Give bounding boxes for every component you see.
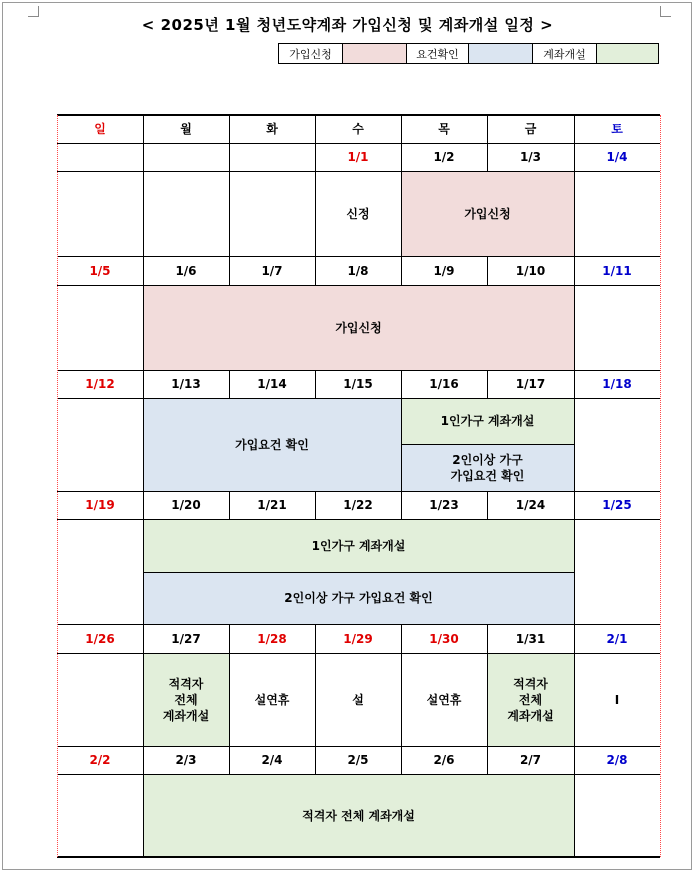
date-cell-w2-5-text: 1/10: [515, 263, 546, 278]
event-eligible-open-week6-text: 적격자 전체 계좌개설: [302, 808, 415, 823]
weekday-header-1: [143, 115, 229, 143]
date-cell-w4-3: [315, 491, 401, 519]
event-lunar-newyear-wed-text: 설: [352, 692, 364, 707]
date-cell-w5-3: [315, 624, 401, 653]
legend-swatch-check: [469, 44, 533, 63]
event-signup-week2-text: 가입신청: [335, 320, 382, 335]
event-eligible-open-week6: [143, 774, 574, 857]
weekday-header-3-text: 수: [352, 122, 364, 136]
event-sat-mark: [574, 653, 660, 746]
grid-line: [229, 624, 230, 653]
event-multi-household-check-week3: [401, 444, 574, 491]
event-signup-week2: [143, 285, 574, 370]
date-cell-w6-3: [315, 746, 401, 774]
date-cell-w5-0: [57, 624, 143, 653]
grid-line: [401, 653, 402, 746]
date-cell-w2-6-text: 1/11: [602, 263, 632, 278]
legend: [278, 43, 659, 64]
grid-line: [401, 256, 402, 285]
date-cell-w1-2: [229, 143, 315, 171]
weekday-header-2-text: 화: [266, 122, 278, 136]
date-cell-w3-2-text: 1/14: [257, 377, 287, 391]
date-cell-w6-6-text: 2/8: [606, 753, 628, 767]
event-lunar-holiday-tue-text: 설연휴: [254, 692, 290, 707]
date-cell-w6-4-text: 2/6: [433, 753, 455, 767]
event-lunar-newyear-wed: [315, 653, 401, 746]
date-cell-w1-3: [315, 143, 401, 171]
date-cell-w2-1-text: 1/6: [175, 263, 197, 278]
date-cell-w6-3-text: 2/5: [347, 753, 369, 767]
date-cell-w3-0-text: 1/12: [85, 377, 115, 391]
date-cell-w6-0-text: 2/2: [89, 753, 111, 767]
grid-line: [401, 746, 402, 774]
date-cell-w3-1: [143, 370, 229, 398]
legend-label-open: 계좌개설: [533, 44, 597, 63]
weekday-header-0-text: 일: [94, 122, 106, 136]
event-new-year-text: 신정: [346, 206, 370, 221]
grid-line: [57, 653, 143, 654]
event-multi-household-check-week4: [143, 572, 574, 624]
date-cell-w1-6: [574, 143, 660, 171]
date-cell-w5-5: [487, 624, 574, 653]
date-cell-w2-2: [229, 256, 315, 285]
grid-line: [143, 285, 574, 286]
legend-swatch-open: [597, 44, 658, 63]
date-cell-w1-4: [401, 143, 487, 171]
date-cell-w5-2: [229, 624, 315, 653]
date-cell-w6-6: [574, 746, 660, 774]
event-single-household-open-week4-text: 1인가구 계좌개설: [311, 538, 406, 553]
grid-line: [487, 143, 488, 171]
date-cell-w1-4-text: 1/2: [433, 150, 455, 164]
event-eligible-open-fri: [487, 653, 574, 746]
grid-line: [487, 653, 488, 746]
grid-line: [229, 653, 230, 746]
grid-line: [574, 398, 660, 399]
date-cell-w3-2: [229, 370, 315, 398]
weekday-header-6-text: 토: [611, 122, 623, 136]
grid-line: [229, 746, 230, 774]
date-cell-w3-0: [57, 370, 143, 398]
grid-line: [315, 256, 316, 285]
date-cell-w4-0-text: 1/19: [85, 498, 115, 512]
grid-line: [315, 143, 316, 171]
date-cell-w2-3: [315, 256, 401, 285]
weekday-header-1-text: 월: [180, 122, 192, 136]
grid-line: [57, 746, 143, 747]
date-cell-w1-5-text: 1/3: [519, 150, 542, 164]
date-cell-w6-4: [401, 746, 487, 774]
grid-line: [574, 171, 575, 857]
date-cell-w1-5: [487, 143, 574, 171]
event-eligible-open-mon: [143, 653, 229, 746]
event-single-household-open-week3: [401, 398, 574, 444]
grid-line: [57, 143, 143, 144]
grid-line: [229, 491, 230, 519]
grid-line: [143, 256, 574, 257]
grid-line: [574, 370, 660, 371]
date-cell-w6-5-text: 2/7: [519, 753, 542, 767]
date-cell-w5-4: [401, 624, 487, 653]
grid-line: [574, 519, 660, 520]
grid-line: [143, 171, 574, 172]
grid-line: [143, 143, 144, 171]
date-cell-w6-2: [229, 746, 315, 774]
event-lunar-holiday-thu: [401, 653, 487, 746]
date-cell-w1-1: [143, 143, 229, 171]
date-cell-w5-4-text: 1/30: [429, 631, 459, 646]
date-cell-w4-1: [143, 491, 229, 519]
event-eligible-open-fri-text: 적격자 전체 계좌개설: [507, 676, 554, 723]
table-top-border: [57, 114, 660, 116]
legend-swatch-signup: [343, 44, 407, 63]
grid-line: [57, 370, 143, 371]
grid-line: [315, 491, 316, 519]
event-signup-week1-text: 가입신청: [464, 206, 511, 221]
date-cell-w2-2-text: 1/7: [261, 263, 283, 278]
page-title: < 2025년 1월 청년도약계좌 가입신청 및 계좌개설 일정 >: [141, 16, 554, 34]
grid-line: [143, 774, 574, 775]
date-cell-w3-3-text: 1/15: [343, 377, 373, 391]
event-divider: [143, 572, 574, 573]
date-cell-w3-1-text: 1/13: [171, 377, 201, 391]
grid-line: [143, 370, 574, 371]
grid-line: [57, 519, 143, 520]
grid-line: [57, 491, 143, 492]
grid-line: [229, 143, 230, 171]
grid-line: [574, 624, 660, 625]
date-cell-w5-1-text: 1/27: [171, 631, 201, 646]
date-cell-w5-3-text: 1/29: [343, 631, 373, 646]
date-cell-w2-6: [574, 256, 660, 285]
grid-line: [401, 624, 402, 653]
date-cell-w5-6-text: 2/1: [606, 631, 628, 646]
weekday-header-4-text: 목: [438, 122, 450, 136]
date-cell-w4-3-text: 1/22: [343, 498, 373, 512]
date-cell-w4-1-text: 1/20: [171, 498, 201, 512]
date-cell-w6-1: [143, 746, 229, 774]
event-single-household-open-week3-text: 1인가구 계좌개설: [440, 414, 535, 428]
date-cell-w5-5-text: 1/31: [515, 631, 546, 646]
grid-line: [315, 624, 316, 653]
date-cell-w5-1: [143, 624, 229, 653]
date-cell-w3-5: [487, 370, 574, 398]
event-lunar-holiday-thu-text: 설연휴: [426, 692, 462, 707]
grid-line: [143, 519, 574, 520]
date-cell-w2-5: [487, 256, 574, 285]
grid-line: [57, 171, 143, 172]
date-cell-w3-6: [574, 370, 660, 398]
date-cell-w4-0: [57, 491, 143, 519]
event-new-year: [315, 171, 401, 256]
date-cell-w2-4-text: 1/9: [433, 263, 455, 278]
grid-line: [574, 653, 660, 654]
grid-line: [143, 624, 574, 625]
date-cell-w2-0-text: 1/5: [89, 263, 111, 278]
date-cell-w1-3-text: 1/1: [347, 150, 369, 164]
grid-line: [574, 285, 660, 286]
date-cell-w4-2: [229, 491, 315, 519]
grid-line: [143, 143, 574, 144]
event-divider: [401, 444, 574, 445]
date-cell-w5-0-text: 1/26: [85, 631, 115, 646]
date-cell-w3-3: [315, 370, 401, 398]
event-multi-household-check-week3-text: 2인이상 가구 가입요건 확인: [450, 452, 525, 483]
date-cell-w3-4-text: 1/16: [429, 377, 459, 391]
date-cell-w4-2-text: 1/21: [257, 498, 287, 512]
grid-line: [401, 370, 402, 398]
event-signup-week1: [401, 171, 574, 256]
event-requirement-check-week3-text: 가입요건 확인: [235, 437, 309, 452]
date-cell-w4-5-text: 1/24: [515, 498, 546, 512]
date-cell-w3-5-text: 1/17: [515, 377, 546, 391]
grid-line: [315, 370, 316, 398]
date-cell-w6-5: [487, 746, 574, 774]
date-cell-w3-6-text: 1/18: [602, 377, 632, 391]
grid-line: [574, 171, 660, 172]
grid-line: [401, 143, 402, 171]
weekday-header-6: [574, 115, 660, 143]
date-cell-w6-1-text: 2/3: [175, 753, 197, 767]
grid-line: [487, 256, 488, 285]
grid-line: [487, 624, 488, 653]
grid-line: [401, 491, 402, 519]
grid-line: [487, 370, 488, 398]
grid-line: [143, 653, 574, 654]
date-cell-w6-0: [57, 746, 143, 774]
event-eligible-open-mon-text: 적격자 전체 계좌개설: [162, 676, 210, 723]
date-cell-w4-6: [574, 491, 660, 519]
date-cell-w1-0: [57, 143, 143, 171]
table-bottom-border: [57, 856, 660, 858]
grid-line: [315, 653, 316, 746]
date-cell-w2-0: [57, 256, 143, 285]
grid-line: [57, 285, 143, 286]
weekday-header-5-text: 금: [524, 122, 537, 136]
date-cell-w2-3-text: 1/8: [347, 263, 369, 278]
grid-line: [574, 143, 660, 144]
grid-line: [57, 398, 143, 399]
weekday-header-2: [229, 115, 315, 143]
date-cell-w3-4: [401, 370, 487, 398]
weekday-header-0: [57, 115, 143, 143]
event-multi-household-check-week4-text: 2인이상 가구 가입요건 확인: [284, 591, 433, 605]
grid-line: [229, 256, 230, 285]
grid-line: [57, 774, 143, 775]
event-requirement-check-week3: [143, 398, 401, 491]
date-cell-w4-6-text: 1/25: [602, 498, 632, 512]
date-cell-w5-6: [574, 624, 660, 653]
date-cell-w6-2-text: 2/4: [261, 753, 283, 767]
grid-line: [143, 491, 574, 492]
date-cell-w4-4-text: 1/23: [429, 498, 459, 512]
dotted-border: [57, 115, 58, 857]
date-cell-w4-4: [401, 491, 487, 519]
grid-line: [143, 746, 574, 747]
date-cell-w5-2-text: 1/28: [257, 631, 287, 646]
grid-line: [401, 398, 402, 491]
grid-line: [229, 370, 230, 398]
grid-line: [487, 491, 488, 519]
grid-line: [487, 746, 488, 774]
grid-line: [315, 746, 316, 774]
grid-line: [315, 171, 316, 256]
grid-line: [574, 746, 660, 747]
event-single-household-open-week4: [143, 519, 574, 572]
date-cell-w2-1: [143, 256, 229, 285]
grid-line: [574, 143, 575, 171]
grid-line: [143, 171, 144, 857]
weekday-header-3: [315, 115, 401, 143]
grid-line: [57, 256, 143, 257]
dotted-border: [660, 115, 661, 857]
grid-line: [574, 491, 660, 492]
grid-line: [401, 171, 402, 256]
weekday-header-4: [401, 115, 487, 143]
date-cell-w1-6-text: 1/4: [606, 150, 628, 164]
weekday-header-5: [487, 115, 574, 143]
legend-label-check: 요건확인: [407, 44, 469, 63]
grid-line: [574, 774, 660, 775]
date-cell-w2-4: [401, 256, 487, 285]
grid-line: [574, 256, 660, 257]
event-sat-mark-text: I: [614, 692, 620, 707]
grid-line: [143, 398, 574, 399]
grid-line: [229, 171, 230, 256]
date-cell-w4-5: [487, 491, 574, 519]
grid-line: [57, 624, 143, 625]
event-lunar-holiday-tue: [229, 653, 315, 746]
legend-label-signup: 가입신청: [279, 44, 343, 63]
